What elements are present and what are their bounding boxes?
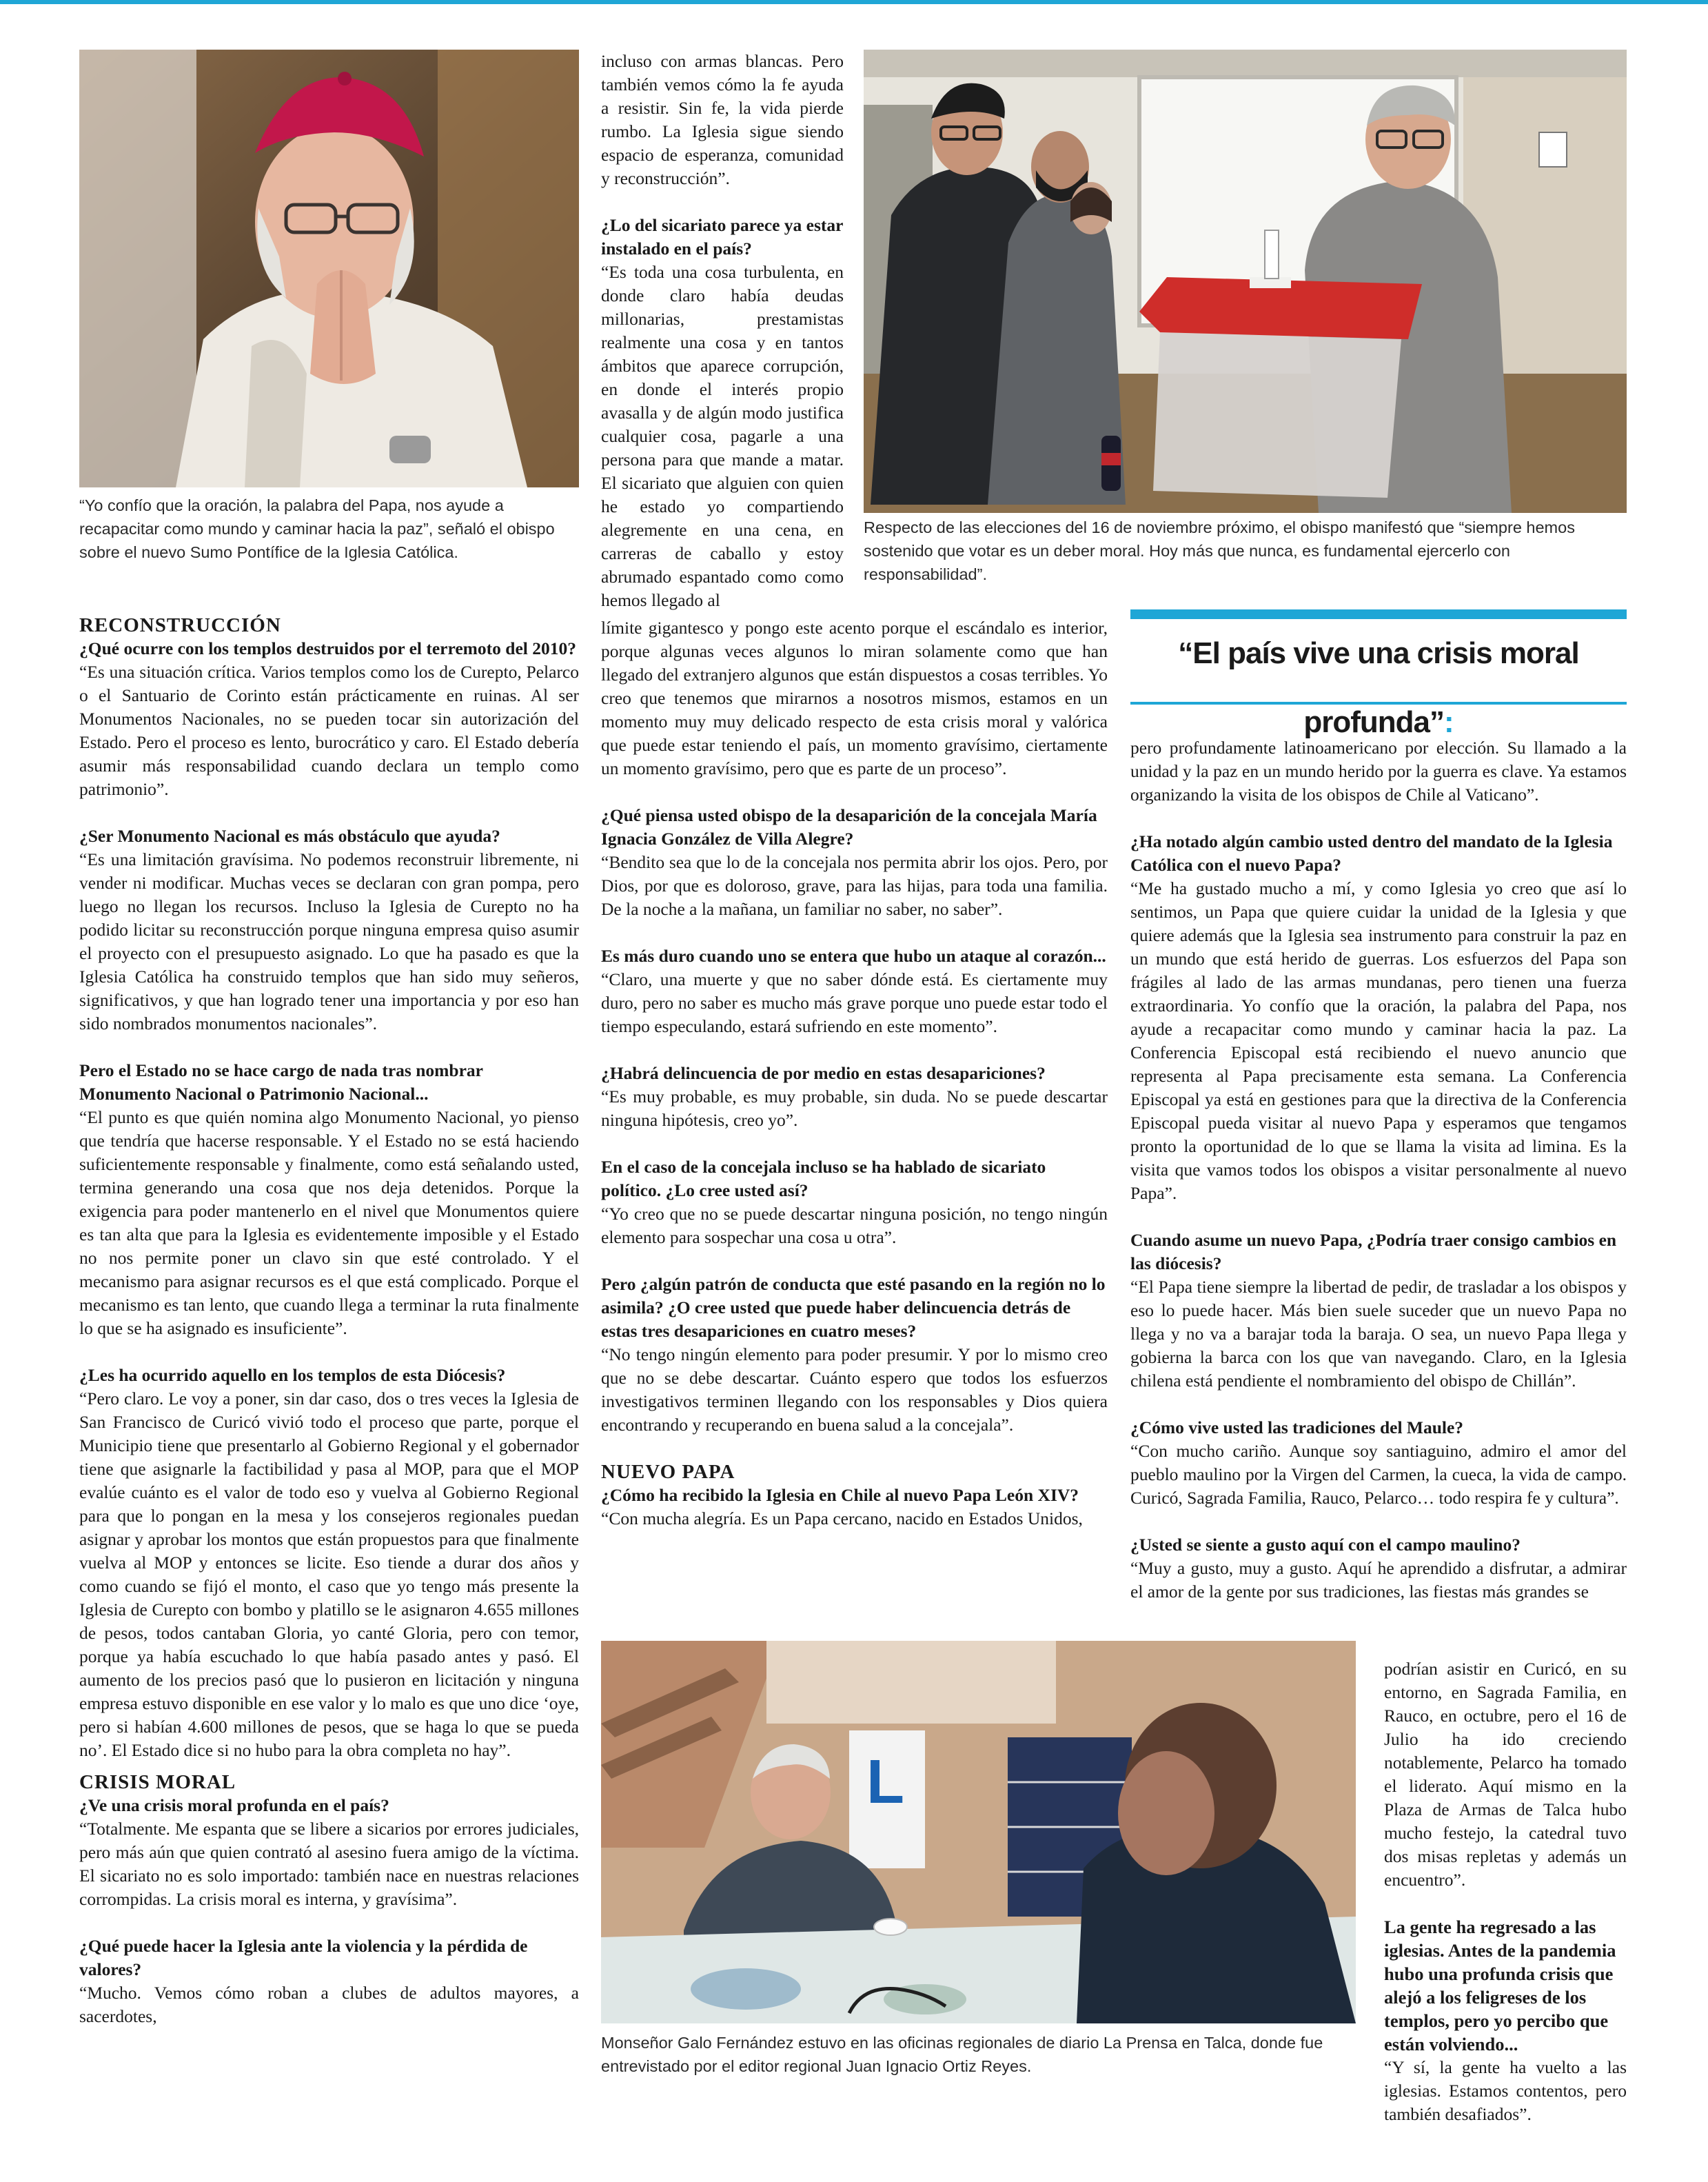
answer: incluso con armas blancas. Pero también vemos cómo la fe ayuda a resistir. Sin fe, la vida pierde rumbo. La Iglesia sigue siendo espacio de esperanza, comunidad y reconstrucción”. — [601, 51, 844, 188]
sign-letter: L — [866, 1748, 904, 1817]
qa-block — [1130, 1416, 1627, 1510]
answer-continuation — [601, 616, 1108, 780]
section-heading-crisis-moral: CRISIS MORAL — [79, 1771, 236, 1793]
answer: “El punto es que quién nomina algo Monumento Nacional, yo pienso que tendría que hacerse responsable. Y el Estado no se está haciendo suficientemente responsable y finalmente, como está señalando usted, termina generando una cosa que nos deja detenidos. Porque la exigencia para poder mantenerlo en el nivel que Monumentos quiere es tan alta que para la Iglesia es evidentemente imposible y el Estado no nos permite poner un clavo sin que esté controlado. Y el mecanismo para asignar recursos es el que está complicado. Porque el mecanismo es tan lento, que cuando llega a terminar la ruta finalmente lo que se ha asignado es insuficiente”. — [79, 1107, 579, 1338]
column-2-narrow — [601, 50, 844, 612]
qa-block — [601, 944, 1108, 1038]
qa-block — [79, 1364, 579, 1762]
answer: “Con mucha alegría. Es un Papa cercano, nacido en Estados Unidos, — [601, 1508, 1083, 1528]
answer: “Muy a gusto, muy a gusto. Aquí he aprendido a disfrutar, a admirar el amor de la gente por sus tradiciones, las fiestas más grandes se — [1130, 1558, 1627, 1602]
answer: “Yo creo que no se puede descartar ninguna posición, no tengo ningún elemento para sospechar una cosa u otra”. — [601, 1204, 1108, 1247]
question: Pero ¿algún patrón de conducta que esté pasando en la región no lo asimila? ¿O cree usted que puede haber delincuencia detrás de estas tres desapariciones en cuatro meses? — [601, 1274, 1106, 1341]
pull-quote-text: “El país vive una crisis moral profunda” — [1178, 636, 1579, 739]
question: En el caso de la concejala incluso se ha hablado de sicariato político. ¿Lo cree usted así? — [601, 1157, 1046, 1200]
question: ¿Qué ocurre con los templos destruidos por el terremoto del 2010? — [79, 638, 576, 658]
answer: “No tengo ningún elemento para poder presumir. Y por lo mismo creo que no se debe descartar. Cuánto espero que todos los esfuerzos investigativos terminen llegando con los responsables y Dios quiera encontrando y recuperando en buena salud a la concejala”. — [601, 1344, 1108, 1435]
question: ¿Ser Monumento Nacional es más obstáculo que ayuda? — [79, 826, 500, 846]
answer: “Es una situación crítica. Varios templos como los de Curepto, Pelarco o el Santuario de Corinto están prácticamente en ruinas. Al ser Monumentos Nacionales, no se pueden tocar sin autorización del Estado. Pero el proceso es lento, burocrático y caro. El Estado debería asumir más responsabilidad cuando declara un templo como patrimonio”. — [79, 662, 579, 799]
bishop-praying-photo — [79, 50, 579, 487]
qa-block — [601, 1062, 1108, 1132]
answer: “El Papa tiene siempre la libertad de pedir, de trasladar a los obispos y eso lo puede hacer. Más bien suele suceder que un nuevo Papa no llega y no va a barajar toda la baraja. O sea, un nuevo Papa llega y gobierna la barca con los que van navegando. Claro, en la Iglesia chilena está pendiente el nombramiento del obispo de Chillán”. — [1130, 1277, 1627, 1391]
question: Cuando asume un nuevo Papa, ¿Podría traer consigo cambios en las diócesis? — [1130, 1230, 1617, 1273]
section-heading-nuevo-papa: NUEVO PAPA — [601, 1461, 735, 1483]
question: ¿Qué piensa usted obispo de la desaparición de la concejala María Ignacia González de Villa Alegre? — [601, 805, 1097, 849]
answer: “Y sí, la gente ha vuelto a las iglesias. Estamos contentos, pero también desafiados”. — [1384, 2057, 1627, 2124]
pull-quote-rule — [1130, 702, 1627, 705]
answer: límite gigantesco y pongo este acento porque el escándalo es interior, porque algunas veces algunos lo miran solamente como que han llegado del extranjero algunos que están dispuestos a cosas terribles. Yo creo que tenemos que mirarnos a nosotros mismos, estamos en un momento muy muy delicado respecto de esta crisis moral y valórica que puede estar teniendo el país, un momento gravísimo, ciertamente un momento gravísimo, pero que es parte de un proceso”. — [601, 618, 1108, 778]
answer: podrían asistir en Curicó, en su entorno, en Sagrada Familia, en Rauco, en octubre, pero el 16 de Julio ha ido creciendo notablemente, Pelarco ha tomado el liderato. Aquí mismo en la Plaza de Armas de Talca hubo mucho festejo, la catedral tuvo dos misas repletas y además un encuentro”. — [1384, 1659, 1627, 1890]
pull-quote-colon: : — [1443, 705, 1454, 739]
answer-continuation — [1130, 736, 1627, 807]
question: Es más duro cuando uno se entera que hubo un ataque al corazón... — [601, 946, 1106, 966]
question: ¿Habrá delincuencia de por medio en estas desapariciones? — [601, 1063, 1046, 1083]
question: ¿Usted se siente a gusto aquí con el campo maulino? — [1130, 1535, 1521, 1555]
answer: “Me ha gustado mucho a mí, y como Iglesia yo creo que así lo sentimos, un Papa que quiere cuidar la unidad de la Iglesia y que quiere además que la Iglesia sea instrumento para construir la paz en un mundo que está herido de guerras. Los esfuerzos del Papa son frágiles al lado de las armas mundanas, pero tienen una fuerza extraordinaria. Yo confío que la oración, la palabra del Papa, nos ayude a recapacitar como mundo y caminar hacia la paz. La Conferencia Episcopal está recibiendo el nuevo anuncio que representa al Papa precisamente esta semana. La Conferencia Episcopal ya está en gestiones para que la directiva de la Conferencia Episcopal pueda visitar al nuevo Papa y esperamos que tengamos pronto la oportunidad de lo que se llama la visita ad limina. Es la visita que vamos todos los obispos a visitar personalmente al nuevo Papa”. — [1130, 878, 1627, 1203]
qa-block — [1130, 830, 1627, 1205]
answer: “Claro, una muerte y que no saber dónde está. Es ciertamente muy duro, pero no saber es mucho más grave porque uno puede estar todo el tiempo especulando, estará sufriendo en este momento”. — [601, 969, 1108, 1036]
photo1-caption: “Yo confío que la oración, la palabra del Papa, nos ayude a recapacitar como mundo y caminar hacia la paz”, señaló el obispo sobre el nuevo Sumo Pontífice de la Iglesia Católica. — [79, 496, 555, 561]
answer: pero profundamente latinoamericano por elección. Su llamado a la unidad y la paz en un mundo herido por la guerra es clave. Ya estamos organizando la visita de los obispos de Chile al Vaticano”. — [1130, 738, 1627, 805]
qa-block — [601, 1155, 1108, 1249]
answer-continuation — [601, 50, 844, 190]
interview-illustration — [601, 1641, 1356, 2023]
qa-block — [79, 1934, 579, 2028]
answer-continuation — [1384, 1657, 1627, 1892]
photo3-caption: Monseñor Galo Fernández estuvo en las oficinas regionales de diario La Prensa en Talca, donde fue entrevistado por el editor regional Juan Ignacio Ortiz Reyes. — [601, 2034, 1323, 2075]
question: ¿Les ha ocurrido aquello en los templos de esta Diócesis? — [79, 1365, 506, 1385]
qa-block — [79, 1059, 579, 1340]
question: ¿Qué puede hacer la Iglesia ante la violencia y la pérdida de valores? — [79, 1936, 528, 1979]
question: La gente ha regresado a las iglesias. Antes de la pandemia hubo una profunda crisis que alejó a los feligreses de los templos, pero yo percibo que están volviendo... — [1384, 1917, 1616, 2054]
answer: “Es toda una cosa turbulenta, en donde claro había deudas millonarias, prestamistas realmente una cosa y en tantos ámbitos que aparece corrupción, en donde el interés propio avasalla y de algún modo justifica cualquier cosa, pagarle a una persona para que mande a matar. El sicariato que alguien con quien he estado yo compartiendo alegremente en una cena, en carreras de caballo y estoy abrumado espantado como como hemos llegado al — [601, 262, 844, 610]
photo2-caption: Respecto de las elecciones del 16 de noviembre próximo, el obispo manifestó que “siempre hemos sostenido que votar es un deber moral. Hoy más que nunca, es fundamental ejercerlo con responsabilidad”. — [864, 518, 1575, 583]
top-accent-rule — [0, 0, 1708, 4]
column-2-wide — [601, 616, 1108, 1531]
answer: “Con mucho cariño. Aunque soy santiaguino, admiro el amor del pueblo maulino por la Virgen del Carmen, la cueca, la vida de campo. Curicó, Sagrada Familia, Rauco, Pelarco… todo respira fe y cultura”. — [1130, 1441, 1627, 1508]
qa-block — [79, 825, 579, 1036]
question: ¿Cómo ha recibido la Iglesia en Chile al nuevo Papa León XIV? — [601, 1485, 1079, 1505]
answer: “Totalmente. Me espanta que se libere a sicarios por errores judiciales, pero más aún que quien contrató al asesino fuera amigo de la víctima. El sicariato no es solo importado: también nace en nuestras relaciones corrompidas. La crisis moral es interna, y gravísima”. — [79, 1819, 579, 1909]
voting-illustration — [864, 50, 1627, 513]
question: ¿Ha notado algún cambio usted dentro del mandato de la Iglesia Católica con el nuevo Papa? — [1130, 831, 1613, 875]
column-3-wide — [1130, 736, 1627, 1604]
question: Pero el Estado no se hace cargo de nada tras nombrar Monumento Nacional o Patrimonio Nacional... — [79, 1060, 483, 1104]
voting-photo — [864, 50, 1627, 513]
section-heading-reconstruccion: RECONSTRUCCIÓN — [79, 614, 281, 636]
qa-block — [79, 1794, 579, 1911]
qa-block — [79, 637, 579, 801]
answer: “Es una limitación gravísima. No podemos reconstruir libremente, ni vender ni modificar. Muchas veces se declaran con gran pompa, pero luego no llegan los recursos. Incluso la Iglesia de Curepto no ha podido licitar su reconstrucción porque ninguna empresa quiso asumir el proyecto con el presupuesto asignado. Lo que ha pasado es que la Iglesia Católica ha construido templos que han sido muy señeros, significativos, y que han logrado tener una importancia y por eso han sido nombrados monumentos nacionales”. — [79, 849, 579, 1033]
qa-block — [1130, 1229, 1627, 1393]
answer: “Es muy probable, es muy probable, sin duda. No se puede descartar ninguna hipótesis, creo yo”. — [601, 1087, 1108, 1130]
question: ¿Lo del sicariato parece ya estar instalado en el país? — [601, 215, 844, 259]
question: ¿Ve una crisis moral profunda en el país? — [79, 1795, 389, 1815]
qa-block — [601, 1273, 1108, 1437]
bishop-praying-illustration — [79, 50, 579, 487]
column-3-narrow — [1384, 1657, 1627, 2126]
pull-quote-banner — [1130, 609, 1627, 739]
answer: “Mucho. Vemos cómo roban a clubes de adultos mayores, a sacerdotes, — [79, 1983, 579, 2026]
question: ¿Cómo vive usted las tradiciones del Maule? — [1130, 1417, 1464, 1437]
interview-photo — [601, 1641, 1356, 2023]
qa-block — [601, 804, 1108, 921]
answer: “Pero claro. Le voy a poner, sin dar caso, dos o tres veces la Iglesia de San Francisco de Curicó vivió todo el proceso que parte, porque el Municipio tiene que presentarlo al Gobierno Regional y el gobernador tiene que asignarle la factibilidad y pasa al MOP, para que el MOP evalúe cuánto es el valor de todo eso y vuelva al Gobierno Regional para que lo pongan en la mesa y los consejeros regionales puedan asignar y aprobar los montos que están propuestos para que finalmente vuelva al MOP y entonces se licite. Eso tiende a durar dos años y como cuando se fijó el monto, el caso que yo tengo más presente la Iglesia de Curepto con bombo y platillo se le asignaron 4.655 millones de pesos, todos cantaban Gloria, yo canté Gloria, pero con temor, porque ya había escuchado lo que había pasado antes y pasó. El aumento de los precios pasó que lo pusieron en licitación y ninguna empresa estuvo disponible en ese valor y lo malo es que uno dice ‘oye, pero si habían 4.600 millones de pesos, que se haga lo que se pueda no’. El Estado dice si no hubo para la obra completa no hay”. — [79, 1388, 579, 1760]
column-1 — [79, 614, 579, 2028]
answer: “Bendito sea que lo de la concejala nos permita abrir los ojos. Pero, por Dios, por que es doloroso, grave, para las hijas, para toda una familia. De la noche a la mañana, un familiar no saber, no saber”. — [601, 852, 1108, 919]
